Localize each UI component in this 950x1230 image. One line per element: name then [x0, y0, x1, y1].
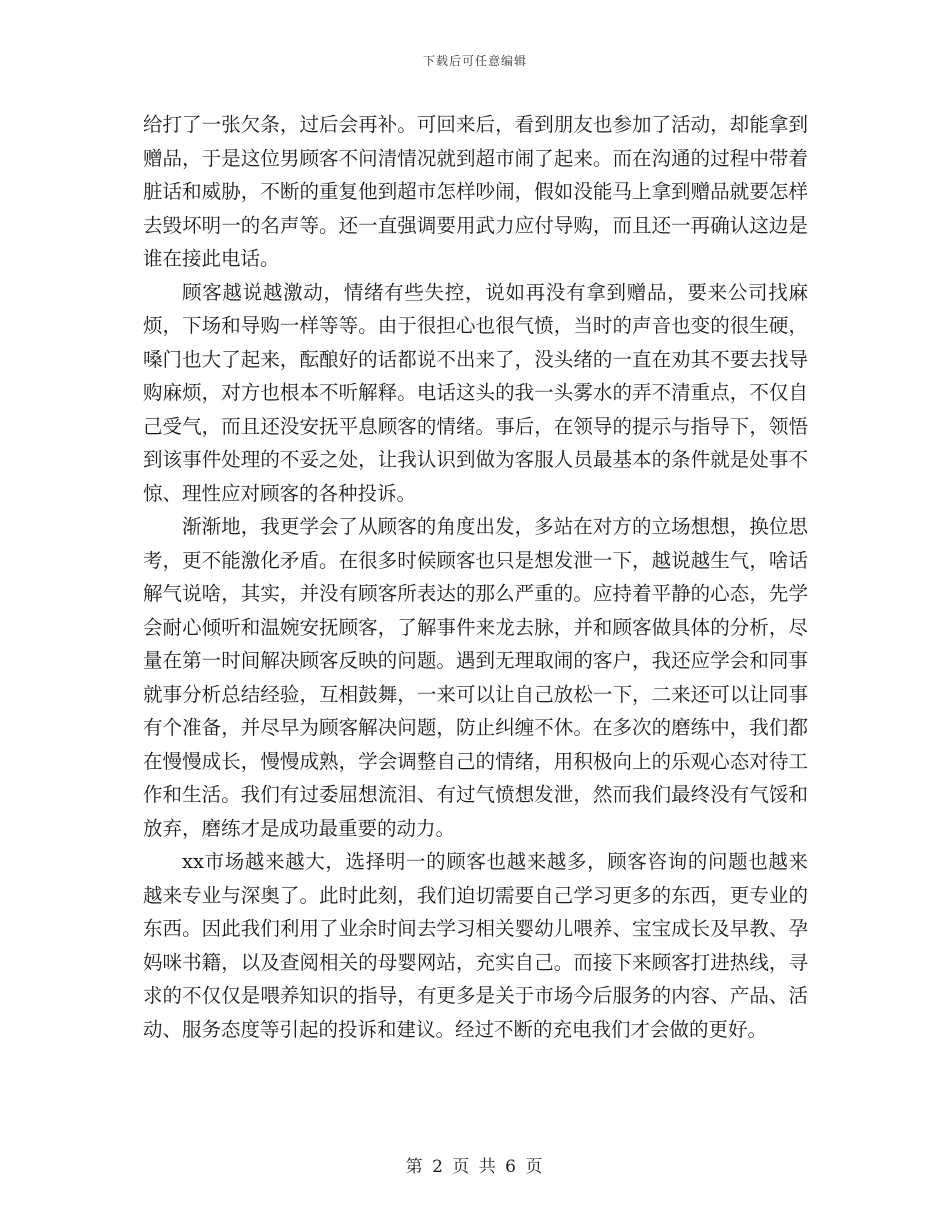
page-number: 第 2 页 共 6 页 [405, 1157, 545, 1177]
paragraph: 顾客越说越激动，情绪有些失控，说如再没有拿到赠品，要来公司找麻烦，下场和导购一样等等。由于很担心也很气愤，当时的声音也变的很生硬，嗓门也大了起来，酝酿好的话都说不出来了，没头绪的一直在劝其不要去找导购麻烦，对方也根本不听解释。电话这头的我一头雾水的弄不清重点，不仅自己受气，而且还没安抚平息顾客的情绪。事后，在领导的提示与指导下，领悟到该事件处理的不妥之处，让我认识到做为客服人员最基本的条件就是处事不惊、理性应对顾客的各种投诉。 [143, 280, 808, 505]
document-body [143, 108, 808, 1046]
paragraph: xx市场越来越大，选择明一的顾客也越来越多，顾客咨询的问题也越来越来专业与深奥了。此时此刻，我们迫切需要自己学习更多的东西，更专业的东西。因此我们利用了业余时间去学习相关婴幼儿喂养、宝宝成长及早教、孕妈咪书籍，以及查阅相关的母婴网站，充实自己。而接下来顾客打进热线，寻求的不仅仅是喂养知识的指导，有更多是关于市场今后服务的内容、产品、活动、服务态度等引起的投诉和建议。经过不断的充电我们才会做的更好。 [143, 850, 808, 1041]
page-header-note: 下载后可任意编辑 [422, 54, 527, 68]
paragraph: 渐渐地，我更学会了从顾客的角度出发，多站在对方的立场想想，换位思考，更不能激化矛盾。在很多时候顾客也只是想发泄一下，越说越生气，啥话解气说啥，其实，并没有顾客所表达的那么严重的。应持着平静的心态，先学会耐心倾听和温婉安抚顾客，了解事件来龙去脉，并和顾客做具体的分析，尽量在第一时间解决顾客反映的问题。遇到无理取闹的客户，我还应学会和同事就事分析总结经验，互相鼓舞，一来可以让自己放松一下，二来还可以让同事有个准备，并尽早为顾客解决问题，防止纠缠不休。在多次的磨练中，我们都在慢慢成长，慢慢成熟，学会调整自己的情绪，用积极向上的乐观心态对待工作和生活。我们有过委屈想流泪、有过气愤想发泄，然而我们最终没有气馁和放弃，磨练才是成功最重要的动力。 [143, 515, 808, 840]
paragraph: 给打了一张欠条，过后会再补。可回来后，看到朋友也参加了活动，却能拿到赠品，于是这位男顾客不问清情况就到超市闹了起来。而在沟通的过程中带着脏话和威胁，不断的重复他到超市怎样吵闹，假如没能马上拿到赠品就要怎样去毁坏明一的名声等。还一直强调要用武力应付导购，而且还一再确认这边是谁在接此电话。 [143, 113, 808, 270]
